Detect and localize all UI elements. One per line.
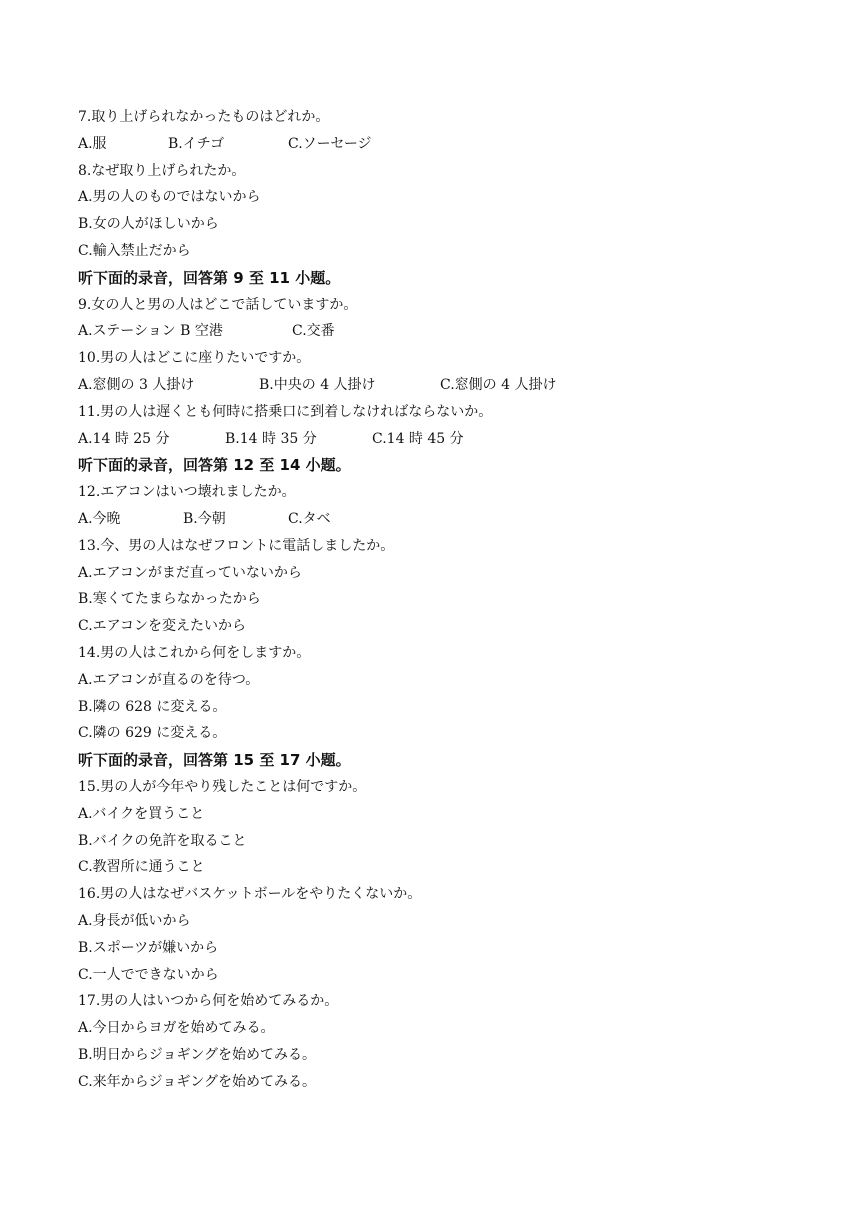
option-10-a: A.窓側の 3 人掛け: [78, 376, 195, 393]
question-15: 15.男の人が今年やり残したことは何ですか。: [78, 778, 367, 795]
question-13: 13.今、男の人はなぜフロントに電話しましたか。: [78, 537, 395, 554]
option-13-a: A.エアコンがまだ直っていないから: [78, 564, 302, 581]
option-9-ab: A.ステーション B 空港: [78, 323, 223, 340]
question-list: [78, 104, 778, 1095]
option-14-a: A.エアコンが直るのを待つ。: [78, 671, 260, 688]
option-9-c: C.交番: [292, 323, 335, 340]
option-13-c: C.エアコンを変えたいから: [78, 618, 246, 635]
option-11-b: B.14 時 35 分: [225, 430, 317, 447]
question-12: 12.エアコンはいつ壊れましたか。: [78, 484, 296, 501]
question-17: 17.男の人はいつから何を始めてみるか。: [78, 993, 339, 1010]
option-17-b: B.明日からジョギングを始めてみる。: [78, 1046, 317, 1063]
options-12: [78, 506, 778, 533]
option-14-b: B.隣の 628 に変える。: [78, 698, 227, 715]
question-8: 8.なぜ取り上げられたか。: [78, 162, 246, 179]
option-10-c: C.窓側の 4 人掛け: [440, 376, 557, 393]
options-7: [78, 131, 778, 158]
option-16-a: A.身長が低いから: [78, 912, 191, 929]
option-12-b: B.今朝: [183, 510, 226, 527]
section-heading-15-17: 听下面的录音，回答第 15 至 17 小题。: [78, 751, 351, 770]
options-9: [78, 318, 778, 345]
option-16-c: C.一人でできないから: [78, 966, 219, 983]
option-15-b: B.バイクの免許を取ること: [78, 832, 247, 849]
option-7-c: C.ソーセージ: [288, 135, 372, 152]
question-16: 16.男の人はなぜバスケットボールをやりたくないか。: [78, 886, 422, 903]
option-7-b: B.イチゴ: [168, 135, 225, 152]
question-9: 9.女の人と男の人はどこで話していますか。: [78, 296, 358, 313]
option-15-c: C.教習所に通うこと: [78, 859, 205, 876]
option-15-a: A.バイクを買うこと: [78, 805, 205, 822]
option-8-c: C.輸入禁止だから: [78, 242, 191, 259]
options-11: [78, 426, 778, 453]
section-heading-12-14: 听下面的录音，回答第 12 至 14 小题。: [78, 456, 351, 475]
option-10-b: B.中央の 4 人掛け: [259, 376, 376, 393]
option-8-b: B.女の人がほしいから: [78, 216, 219, 233]
option-8-a: A.男の人のものではないから: [78, 189, 261, 206]
options-10: [78, 372, 778, 399]
option-7-a: A.服: [78, 135, 107, 152]
question-14: 14.男の人はこれから何をしますか。: [78, 644, 311, 661]
option-12-c: C.タベ: [288, 510, 331, 527]
option-12-a: A.今晩: [78, 510, 121, 527]
option-11-c: C.14 時 45 分: [372, 430, 464, 447]
question-10: 10.男の人はどこに座りたいですか。: [78, 350, 311, 367]
option-17-c: C.来年からジョギングを始めてみる。: [78, 1073, 316, 1090]
option-14-c: C.隣の 629 に変える。: [78, 725, 227, 742]
option-17-a: A.今日からヨガを始めてみる。: [78, 1020, 275, 1037]
option-16-b: B.スポーツが嫌いから: [78, 939, 219, 956]
option-13-b: B.寒くてたまらなかったから: [78, 591, 261, 608]
section-heading-9-11: 听下面的录音，回答第 9 至 11 小题。: [78, 268, 341, 287]
question-11: 11.男の人は遅くとも何時に搭乗口に到着しなければならないか。: [78, 403, 493, 420]
question-7: 7.取り上げられなかったものはどれか。: [78, 109, 330, 125]
option-11-a: A.14 時 25 分: [78, 430, 170, 447]
